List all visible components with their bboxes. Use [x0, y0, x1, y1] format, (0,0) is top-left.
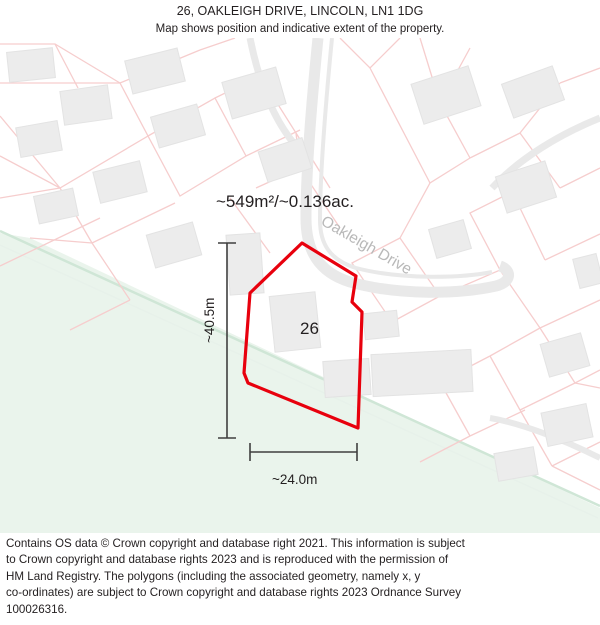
attribution-line-2: to Crown copyright and database rights 2023 and is reproduced with the permission of — [6, 553, 449, 567]
map-attribution — [0, 536, 600, 618]
plot-area-label: ~549m²/~0.136ac. — [216, 192, 354, 211]
map-header — [0, 0, 600, 38]
attribution-line-4: co-ordinates) are subject to Crown copyright and database rights 2023 Ordnance Survey — [6, 586, 461, 600]
attribution-line-3: HM Land Registry. The polygons (including the associated geometry, namely x, y — [6, 569, 421, 583]
plot-number-label: 26 — [300, 319, 319, 338]
plot-height-label: ~40.5m — [202, 297, 217, 343]
page-title: 26, OAKLEIGH DRIVE, LINCOLN, LN1 1DG — [176, 4, 424, 18]
map-canvas[interactable] — [0, 38, 600, 533]
attribution-line-1: Contains OS data © Crown copyright and database right 2021. This information is subject — [6, 537, 465, 550]
street-name-label: Oakleigh Drive — [318, 212, 415, 279]
page-subtitle: Map shows position and indicative extent of the property. — [155, 23, 445, 35]
attribution-line-5: 100026316. — [6, 602, 68, 616]
plot-width-label: ~24.0m — [272, 472, 318, 487]
map-graphic[interactable] — [0, 38, 600, 533]
